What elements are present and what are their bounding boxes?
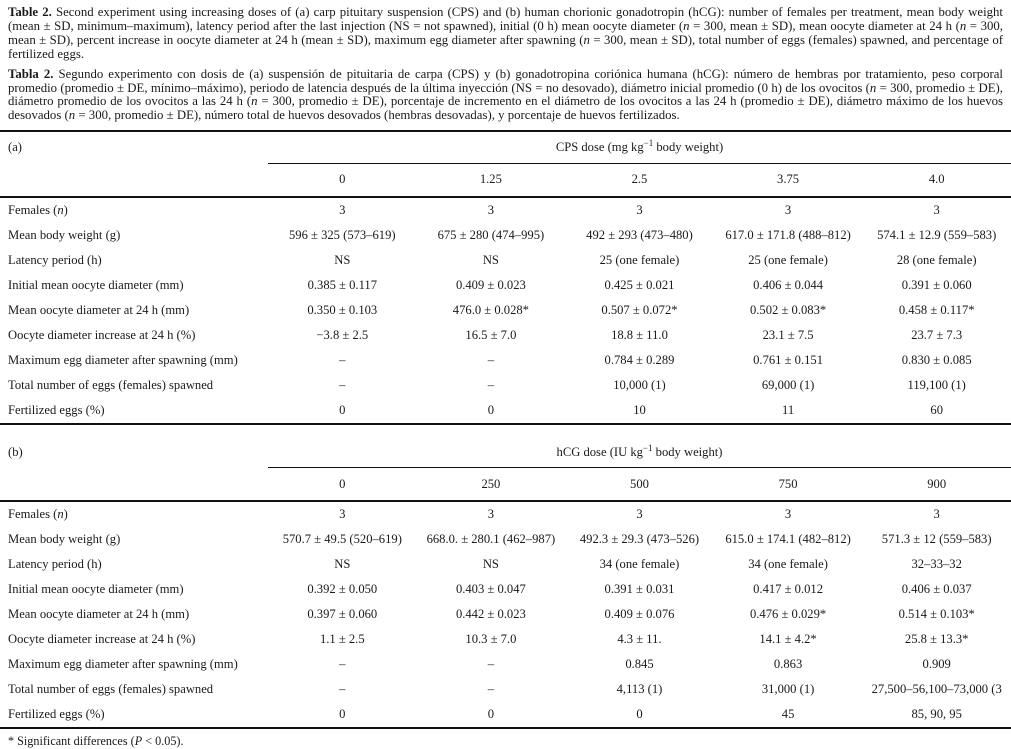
- cell-value: –: [487, 682, 495, 697]
- cell-value: –: [487, 352, 495, 367]
- cell-value: 1.1 ± 2.5: [319, 632, 365, 647]
- cell-value: NS: [334, 252, 351, 267]
- row-label: Initial mean oocyte diameter (mm): [8, 277, 184, 292]
- dose-header-suffix: body weight): [652, 444, 723, 459]
- cell-value: 3: [487, 202, 495, 217]
- dose-header-prefix: CPS dose (mg kg: [555, 140, 644, 155]
- english-caption: [8, 6, 1003, 62]
- row-label: Mean body weight (g): [8, 227, 121, 242]
- cell-value: 34 (one female): [599, 557, 680, 572]
- cell-value: 617.0 ± 171.8 (488–812): [725, 227, 851, 242]
- table-row: [0, 677, 1011, 702]
- cell-value: 119,100 (1): [907, 377, 966, 392]
- cell-value: 0.863: [773, 657, 803, 672]
- dose-value: 250: [417, 468, 566, 502]
- dose-table: [0, 132, 1011, 425]
- cell-value: 3: [933, 202, 940, 217]
- cell-value: −3.8 ± 2.5: [316, 327, 369, 342]
- table-body: [0, 501, 1011, 728]
- dose-value: 2.5: [565, 163, 714, 197]
- cell-value: 675 ± 280 (474–995): [437, 227, 545, 242]
- panels: [0, 132, 1011, 729]
- table-row: [0, 398, 1011, 424]
- table-row: [0, 501, 1011, 527]
- spanish-caption-label: Tabla 2.: [8, 66, 54, 81]
- cell-value: 27,500–56,100–73,000 (3: [871, 682, 1002, 697]
- cell-value: 571.3 ± 12 (559–583): [881, 532, 992, 547]
- row-label: Initial mean oocyte diameter (mm): [8, 582, 184, 597]
- cell-value: –: [487, 657, 495, 672]
- row-label: Latency period (h): [8, 252, 102, 267]
- dose-value: 1.25: [417, 163, 566, 197]
- cell-value: 14.1 ± 4.2*: [759, 632, 817, 647]
- cell-value: –: [339, 377, 346, 392]
- dose-value: 4.0: [862, 163, 1011, 197]
- cell-value: 0.392 ± 0.050: [307, 582, 378, 597]
- cell-value: NS: [482, 557, 499, 572]
- cell-value: 0.507 ± 0.072*: [601, 302, 678, 317]
- table-row: [0, 373, 1011, 398]
- cell-value: NS: [482, 252, 499, 267]
- cell-value: 0: [339, 402, 346, 417]
- cell-value: 69,000 (1): [761, 377, 815, 392]
- cell-value: 0.397 ± 0.060: [307, 607, 378, 622]
- row-label: Total number of eggs (females) spawned: [8, 682, 214, 697]
- cell-value: 3: [636, 202, 643, 217]
- table-row: [0, 527, 1011, 552]
- cell-value: 0.391 ± 0.060: [901, 277, 972, 292]
- row-label: Mean body weight (g): [8, 532, 121, 547]
- row-label: Fertilized eggs (%): [8, 402, 105, 417]
- cell-value: 0.845: [625, 657, 654, 672]
- row-label: Mean oocyte diameter at 24 h (mm): [8, 607, 190, 622]
- cell-value: 25 (one female): [599, 252, 680, 267]
- row-label: Total number of eggs (females) spawned: [8, 377, 214, 392]
- table-row: [0, 223, 1011, 248]
- cell-value: –: [339, 352, 346, 367]
- table-body: [0, 197, 1011, 424]
- table-row: [0, 323, 1011, 348]
- cell-value: 28 (one female): [896, 252, 977, 267]
- cell-value: –: [487, 377, 495, 392]
- dose-header-suffix: body weight): [653, 140, 724, 155]
- empty-corner-cell: [0, 163, 268, 197]
- dose-group-header: [268, 132, 1011, 163]
- cell-value: 3: [636, 507, 643, 522]
- cell-value: 0.425 ± 0.021: [604, 277, 675, 292]
- table-row: [0, 577, 1011, 602]
- cell-value: 25 (one female): [748, 252, 828, 267]
- cell-value: 32–33–32: [911, 557, 962, 572]
- cell-value: 0.409 ± 0.023: [455, 277, 526, 292]
- table-row: [0, 552, 1011, 577]
- cell-value: 3: [487, 507, 495, 522]
- cell-value: 0: [487, 707, 495, 722]
- cell-value: 0.406 ± 0.037: [901, 582, 972, 597]
- cell-value: 3: [339, 507, 346, 522]
- cell-value: 10,000 (1): [613, 377, 666, 392]
- panel-header-row: [0, 132, 1011, 163]
- cell-value: 0.350 ± 0.103: [307, 302, 378, 317]
- cell-value: 45: [781, 707, 795, 722]
- cell-value: 85, 90, 95: [911, 707, 962, 722]
- table-row: [0, 627, 1011, 652]
- cell-value: 3: [784, 202, 792, 217]
- cell-value: 3: [784, 507, 792, 522]
- panel-label: (a): [8, 140, 22, 155]
- row-label: Latency period (h): [8, 557, 102, 572]
- cell-value: 0.784 ± 0.289: [604, 352, 675, 367]
- cell-value: –: [339, 682, 346, 697]
- cell-value: 0.391 ± 0.031: [604, 582, 675, 597]
- row-label: Maximum egg diameter after spawning (mm): [8, 657, 238, 672]
- row-label: Oocyte diameter increase at 24 h (%): [8, 632, 196, 647]
- table-row: [0, 248, 1011, 273]
- cell-value: 3: [339, 202, 346, 217]
- cell-value: 596 ± 325 (573–619): [288, 227, 396, 242]
- table-row: [0, 298, 1011, 323]
- english-caption-label: Table 2.: [8, 5, 52, 19]
- dose-columns-row: [0, 163, 1011, 197]
- cell-value: 0.909: [922, 657, 951, 672]
- row-label: Maximum egg diameter after spawning (mm): [8, 352, 238, 367]
- cell-value: –: [339, 657, 346, 672]
- table-head: [0, 132, 1011, 197]
- footnote: * Significant differences (P < 0.05).: [8, 734, 184, 749]
- table-row: [0, 652, 1011, 677]
- cell-value: 0.403 ± 0.047: [455, 582, 526, 597]
- cell-value: 668.0. ± 280.1 (462–987): [426, 532, 556, 547]
- cell-value: 0.502 ± 0.083*: [749, 302, 827, 317]
- cell-value: 25.8 ± 13.3*: [904, 632, 969, 647]
- cell-value: 10: [633, 402, 646, 417]
- cell-value: 16.5 ± 7.0: [465, 327, 517, 342]
- cell-value: 34 (one female): [748, 557, 828, 572]
- table-row: [0, 197, 1011, 223]
- cell-value: 60: [930, 402, 943, 417]
- cell-value: 0.476 ± 0.029*: [749, 607, 827, 622]
- cell-value: 4.3 ± 11.: [617, 632, 662, 647]
- panel-label: (b): [8, 444, 23, 459]
- cell-value: 615.0 ± 174.1 (482–812): [725, 532, 851, 547]
- table-row: [0, 702, 1011, 728]
- dose-value: 0: [268, 468, 417, 502]
- cell-value: 0.761 ± 0.151: [753, 352, 824, 367]
- cell-value: 31,000 (1): [761, 682, 815, 697]
- dose-table: [0, 437, 1011, 730]
- cell-value: 0.417 ± 0.012: [753, 582, 824, 597]
- cell-value: 0.442 ± 0.023: [455, 607, 526, 622]
- cell-value: 476.0 ± 0.028*: [452, 302, 529, 317]
- cell-value: 0.458 ± 0.117*: [898, 302, 975, 317]
- row-label: Mean oocyte diameter at 24 h (mm): [8, 302, 190, 317]
- cell-value: 492.3 ± 29.3 (473–526): [579, 532, 700, 547]
- cell-value: 18.8 ± 11.0: [611, 327, 668, 342]
- cell-value: 570.7 ± 49.5 (520–619): [282, 532, 402, 547]
- cell-value: 0.385 ± 0.117: [307, 277, 377, 292]
- spanish-caption-text: Segundo experimento con dosis de (a) suspensión de pituitaria de carpa (CPS) y (b) gonadotropina coriónica humana (hCG): número de hembras por tratamiento, peso corporal promedio (promedio ± DE, mínimo–máximo), periodo de latencia después de la última inyección (NS = no desovado), diámetro inicial promedio (0 h) de los ovocitos (n = 300, promedio ± DE), diámetro promedio de los ovocitos a las 24 h (n = 300, promedio ± DE), porcentaje de incremento en el diámetro de los ovocitos a las 24 h (promedio ± DE), diámetro máximo de los huevos desovados (n = 300, promedio ± DE), número total de huevos desovados (hembras desovadas), y porcentaje de huevos fertilizados.: [8, 66, 1003, 123]
- table-row: [0, 273, 1011, 298]
- cell-value: 3: [933, 507, 940, 522]
- cell-value: 0.409 ± 0.076: [604, 607, 675, 622]
- table-head: [0, 437, 1011, 502]
- table-row: [0, 348, 1011, 373]
- cell-value: 0.406 ± 0.044: [753, 277, 824, 292]
- dose-columns-row: [0, 468, 1011, 502]
- cell-value: 4,113 (1): [616, 682, 663, 697]
- panel-header-row: [0, 437, 1011, 468]
- cell-value: NS: [334, 557, 351, 572]
- dose-value: 3.75: [714, 163, 863, 197]
- dose-header-prefix: hCG dose (IU kg: [556, 444, 643, 459]
- cell-value: 0: [339, 707, 346, 722]
- dose-value: 0: [268, 163, 417, 197]
- dose-header-exponent: −1: [642, 442, 653, 453]
- empty-corner-cell: [0, 468, 268, 502]
- cell-value: 0: [636, 707, 643, 722]
- dose-group-header: [268, 437, 1011, 468]
- cell-value: 0.830 ± 0.085: [901, 352, 972, 367]
- cell-value: 10.3 ± 7.0: [465, 632, 517, 647]
- dose-value: 500: [565, 468, 714, 502]
- spanish-caption: [8, 68, 1003, 124]
- cell-value: 492 ± 293 (473–480): [586, 227, 693, 242]
- dose-value: 900: [862, 468, 1011, 502]
- dose-header-exponent: −1: [643, 138, 654, 149]
- table-row: [0, 602, 1011, 627]
- row-label: Females (n): [8, 507, 68, 522]
- cell-value: 23.1 ± 7.5: [762, 327, 814, 342]
- dose-value: 750: [714, 468, 863, 502]
- cell-value: 23.7 ± 7.3: [911, 327, 963, 342]
- row-label: Oocyte diameter increase at 24 h (%): [8, 327, 196, 342]
- cell-value: 574.1 ± 12.9 (559–583): [877, 227, 997, 242]
- row-label: Fertilized eggs (%): [8, 707, 105, 722]
- cell-value: 0.514 ± 0.103*: [898, 607, 975, 622]
- cell-value: 11: [782, 402, 795, 417]
- english-caption-text: Second experiment using increasing doses of (a) carp pituitary suspension (CPS) and (b) human chorionic gonadotropin (hCG): number of females per treatment, mean body weight (mean ± SD, minimum–maximum), latency period after the last injection (NS = not spawned), initial (0 h) mean oocyte diameter (n = 300, mean ± SD), mean oocyte diameter at 24 h (n = 300, mean ± SD), percent increase in oocyte diameter at 24 h (mean ± SD), maximum egg diameter after spawning (n = 300, mean ± SD), total number of eggs (females) spawned, and percentage of fertilized eggs.: [8, 5, 1003, 61]
- cell-value: 0: [487, 402, 495, 417]
- row-label: Females (n): [8, 202, 68, 217]
